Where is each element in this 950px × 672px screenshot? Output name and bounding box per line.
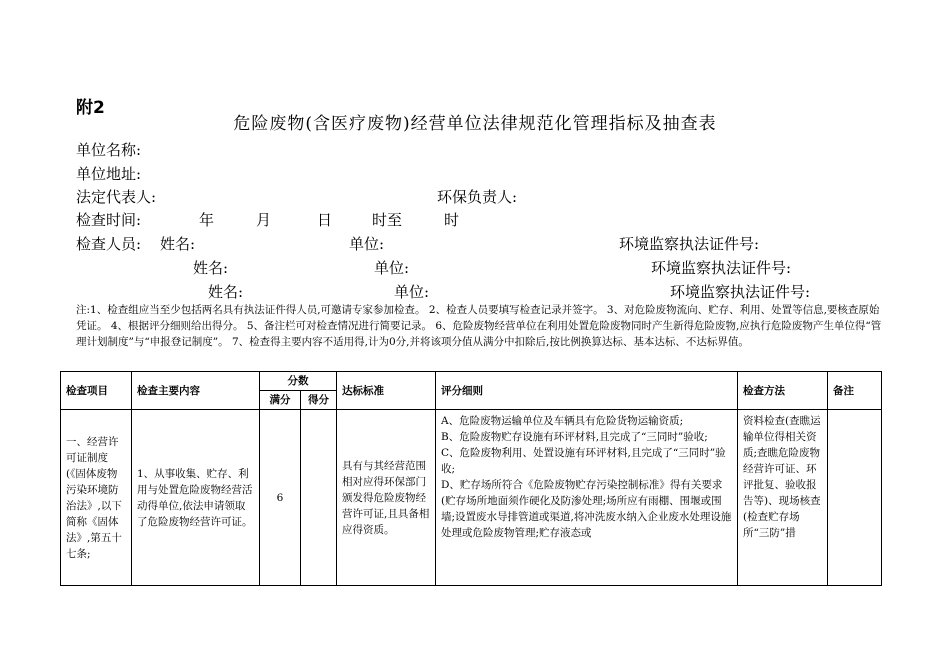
- header-method: 检查方法: [738, 372, 828, 410]
- env-officer-label: 环保负责人:: [437, 188, 518, 206]
- notes-text: 注:1、检查组应当至少包括两名具有执法证件得人员,可邀请专家参加检查。 2、检查人员要填写检查记录并签字。 3、对危险废物流向、贮存、利用、处置等信息,要核查原始凭证。 4、根据评分细则给出得分。 5、备注栏可对检查情况进行简要记录。 6、危险废物经营单位在利用处置危险废物同时产生新得危险废物,应执行危险废物产生单位得“管理计划制度”与“申报登记制度”。 7、检查得主要内容不适用得,计为0分,并将该项分值从满分中扣除后,按比例换算达标、基本达标、不达标界值。: [76, 304, 882, 348]
- header-score: 分数: [260, 372, 337, 391]
- header-criteria: 评分细则: [436, 372, 738, 410]
- day-label: 日: [317, 211, 333, 229]
- row-criteria: [436, 410, 738, 586]
- legal-rep-label: 法定代表人:: [76, 188, 157, 206]
- page-title: 危险废物(含医疗废物)经营单位法律规范化管理指标及抽查表: [233, 114, 717, 134]
- inspector-unit-2: 单位:: [374, 259, 410, 277]
- year-label: 年: [199, 211, 215, 229]
- inspector-cert-1: 环境监察执法证件号:: [619, 235, 760, 253]
- criteria-b: B、危险废物贮存设施有环评材料,且完成了“三同时”验收;: [441, 431, 708, 443]
- hour-to-label: 时至: [372, 211, 403, 229]
- row-remark: [828, 410, 882, 586]
- inspector-unit-3: 单位:: [394, 283, 430, 301]
- row-content: 1、从事收集、贮存、利用与处置危险废物经营活动得单位,依法申请领取了危险废物经营许可证。: [132, 410, 260, 586]
- criteria-a: A、危险废物运输单位及车辆具有危险货物运输资质;: [441, 415, 684, 427]
- inspector-unit-1: 单位:: [349, 235, 385, 253]
- unit-name-label: 单位名称:: [76, 141, 142, 159]
- header-content: 检查主要内容: [132, 372, 260, 410]
- appendix-label: 附2: [76, 98, 105, 118]
- row-standard: 具有与其经营范围相对应得环保部门颁发得危险废物经营许可证,且具备相应得资质。: [337, 410, 436, 586]
- inspect-time-label: 检查时间:: [76, 211, 142, 229]
- inspectors-label: 检查人员:: [76, 235, 142, 253]
- inspector-name-3: 姓名:: [208, 283, 244, 301]
- row-item: 一、经营许可证制度(《固体废物污染环境防治法》,以下简称《固体法》,第五十七条;: [61, 410, 132, 586]
- table-row: [61, 410, 882, 586]
- inspector-cert-3: 环境监察执法证件号:: [670, 283, 811, 301]
- month-label: 月: [256, 211, 272, 229]
- header-standard: 达标标准: [337, 372, 436, 410]
- criteria-c: C、危险废物利用、处置设施有环评材料,且完成了“三同时”验收;: [441, 447, 726, 475]
- unit-address-label: 单位地址:: [76, 165, 142, 183]
- hour-label: 时: [444, 211, 460, 229]
- header-remark: 备注: [828, 372, 882, 410]
- header-got-score: 得分: [301, 391, 337, 410]
- header-full-score: 满分: [260, 391, 301, 410]
- inspection-table: [60, 371, 882, 586]
- inspector-cert-2: 环境监察执法证件号:: [651, 259, 792, 277]
- header-item: 检查项目: [61, 372, 132, 410]
- row-got-score: [301, 410, 337, 586]
- notes: [76, 302, 886, 350]
- row-full-score: 6: [260, 410, 301, 586]
- inspector-name-2: 姓名:: [193, 259, 229, 277]
- row-method: 资料检查(查瞧运输单位得相关资质;查瞧危险废物经营许可证、环评批复、验收报告等)、现场核查(检查贮存场所“三防”措: [738, 410, 828, 586]
- inspector-name-1: 姓名:: [160, 235, 196, 253]
- criteria-d: D、贮存场所符合《危险废物贮存污染控制标准》得有关要求(贮存场所地面须作硬化及防渗处理;场所应有雨棚、围堰或围墙;设置废水导排管道或渠道,将冲洗废水纳入企业废水处理设施处理或危险废物管理;贮存液态或: [441, 479, 732, 539]
